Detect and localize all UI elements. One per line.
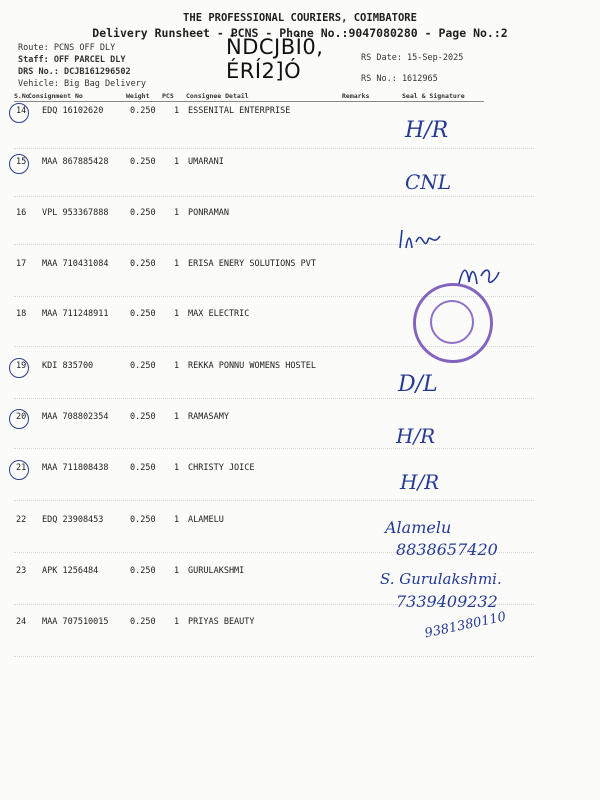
row-divider [14,500,534,501]
row-circle-mark [9,409,29,429]
handwritten-remark: H/R [396,424,436,448]
header-rule [14,101,484,102]
row-weight: 0.250 [130,208,156,218]
row-sno: 24 [16,617,27,627]
row-weight: 0.250 [130,106,156,116]
route-label: Route: PCNS OFF DLY [18,43,116,53]
row-divider [14,244,534,245]
row-consignee: UMARANI [188,157,224,167]
row-sno: 16 [16,208,27,218]
row-pcs: 1 [174,463,180,473]
rs-date: RS Date: 15-Sep-2025 [361,53,464,63]
row-weight: 0.250 [130,259,156,269]
row-sno: 23 [16,566,27,576]
row-pcs: 1 [174,566,180,576]
handwritten-remark: D/L [398,372,438,397]
col-weight: Weight [126,92,150,100]
row-divider [14,398,534,399]
signature-scribble-icon [396,222,446,256]
table-row [14,259,494,273]
barcode-line-2: ÉRÍ2]Ó [226,59,302,83]
row-weight: 0.250 [130,157,156,167]
row-pcs: 1 [174,515,180,525]
handwritten-remark: H/R [405,118,449,143]
handwritten-remark: H/R [400,470,440,494]
row-pcs: 1 [174,259,180,269]
row-divider [14,196,534,197]
company-seal-icon [413,283,493,363]
drs-number: DRS No.: DCJB161296502 [18,67,131,77]
row-consignment: MAA 711248911 [42,309,109,319]
row-consignment: VPL 953367888 [42,208,109,218]
row-weight: 0.250 [130,361,156,371]
row-consignee: ERISA ENERY SOLUTIONS PVT [188,259,316,269]
col-consignee: Consignee Detail [186,92,249,100]
row-circle-mark [9,154,29,174]
runsheet-title: Delivery Runsheet - PCNS - Phone No.:9047080280 - Page No.:2 [92,26,508,40]
row-consignment: MAA 707510015 [42,617,109,627]
col-remarks: Remarks [342,92,370,100]
col-sno: S.No [14,92,30,100]
row-pcs: 1 [174,157,180,167]
barcode-text [226,35,323,83]
company-name: THE PROFESSIONAL COURIERS, COIMBATORE [183,12,417,24]
row-consignment: APK 1256484 [42,566,99,576]
row-consignee: GURULAKSHMI [188,566,245,576]
row-pcs: 1 [174,106,180,116]
col-seal: Seal & Signature [402,92,465,100]
handwritten-phone: 9381380110 [423,609,508,642]
row-consignee: PRIYAS BEAUTY [188,617,255,627]
row-weight: 0.250 [130,515,156,525]
row-consignee: REKKA PONNU WOMENS HOSTEL [188,361,316,371]
row-divider [14,448,534,449]
row-circle-mark [9,358,29,378]
row-sno: 17 [16,259,27,269]
row-divider [14,148,534,149]
row-weight: 0.250 [130,617,156,627]
row-pcs: 1 [174,208,180,218]
row-consignee: ESSENITAL ENTERPRISE [188,106,291,116]
row-consignment: MAA 710431084 [42,259,109,269]
row-consignment: MAA 711808438 [42,463,109,473]
handwritten-remark: CNL [405,170,452,194]
row-weight: 0.250 [130,463,156,473]
rs-number: RS No.: 1612965 [361,74,438,84]
table-row [14,208,494,222]
row-divider [14,656,534,657]
row-consignment: EDQ 16102620 [42,106,104,116]
row-consignee: CHRISTY JOICE [188,463,255,473]
row-consignment: MAA 708802354 [42,412,109,422]
row-pcs: 1 [174,361,180,371]
row-consignment: MAA 867885428 [42,157,109,167]
row-sno: 15 [16,157,27,167]
table-row [14,617,494,631]
row-sno: 20 [16,412,27,422]
row-pcs: 1 [174,309,180,319]
row-weight: 0.250 [130,412,156,422]
row-pcs: 1 [174,412,180,422]
row-consignee: ALAMELU [188,515,224,525]
row-consignment: KDI 835700 [42,361,94,371]
seal-inner-ring [430,300,474,344]
staff-label: Staff: OFF PARCEL DLY [18,55,126,65]
handwritten-name: Alamelu [385,518,452,537]
row-consignee: RAMASAMY [188,412,229,422]
table-row [14,157,494,171]
row-weight: 0.250 [130,566,156,576]
row-sno: 19 [16,361,27,371]
row-sno: 14 [16,106,27,116]
handwritten-name: S. Gurulakshmi. [380,570,502,588]
row-pcs: 1 [174,617,180,627]
row-circle-mark [9,460,29,480]
row-sno: 21 [16,463,27,473]
vehicle-label: Vehicle: Big Bag Delivery [18,79,146,89]
row-consignee: MAX ELECTRIC [188,309,250,319]
row-consignment: EDQ 23908453 [42,515,104,525]
handwritten-phone: 8838657420 [396,540,498,559]
handwritten-phone: 7339409232 [396,592,498,611]
row-sno: 22 [16,515,27,525]
barcode-line-1: ÑDCJBÌ0, [226,35,324,59]
row-sno: 18 [16,309,27,319]
col-consignment: Consignment No [28,92,83,100]
row-weight: 0.250 [130,309,156,319]
row-consignee: PONRAMAN [188,208,229,218]
row-circle-mark [9,103,29,123]
col-pcs: PCS [162,92,174,100]
